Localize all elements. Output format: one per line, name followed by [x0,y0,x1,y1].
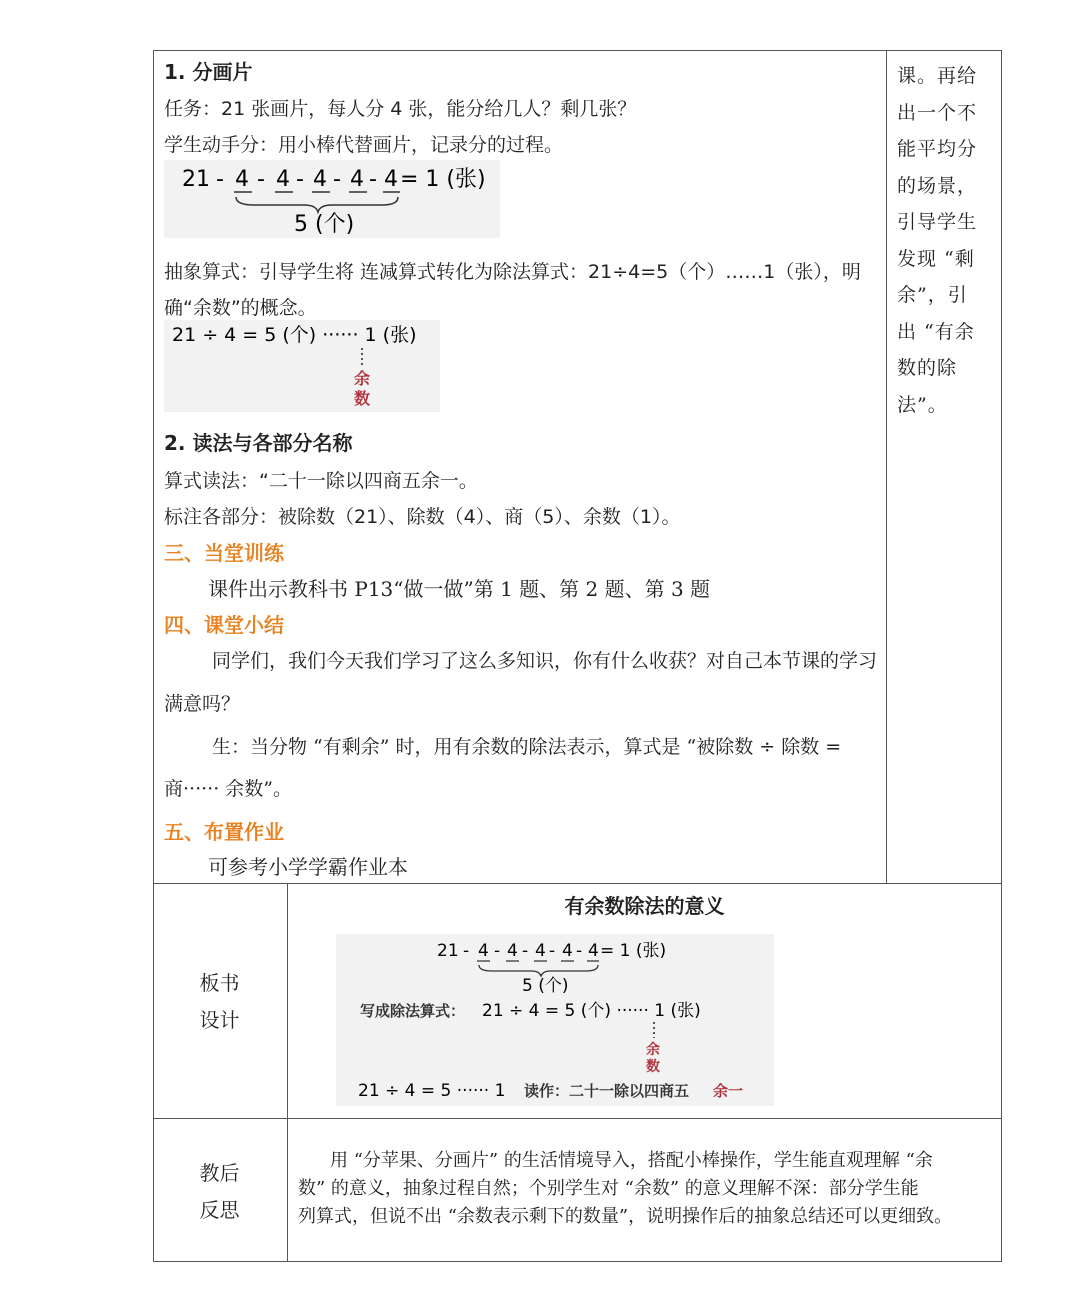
reflection-cell [288,1119,1001,1261]
board-reading-remainder: 余一 [713,1082,744,1100]
hands-on-text: 学生动手分：用小棒代替画片，记录分的过程。 [164,134,564,156]
board-four-4: 4 [562,941,573,961]
board-brace [479,965,598,976]
subtraction-figure [164,160,500,238]
fig2-yu: 余 [354,369,371,388]
fig1-minus-2: - [257,167,265,192]
side-note-line: 出一个不 [897,101,978,124]
reflection-line-1: 用 “分苹果、分画片” 的生活情境导入，搭配小棒操作，学生能直观理解 “余 [330,1150,933,1171]
division-figure-svg [164,320,440,412]
fig1-four-5: 4 [384,167,398,192]
summary-line-4: 商······ 余数”。 [164,778,292,800]
fig1-n21: 21 [182,167,210,192]
side-note-line: 数的除 [897,357,958,379]
side-note-line: 余”，引 [897,284,968,306]
board-title: 有余数除法的意义 [564,894,725,918]
board-four-1: 4 [478,941,489,961]
board-label-line-2: 设计 [199,1008,240,1032]
section-3-title: 三、当堂训练 [164,541,284,565]
board-four-2: 4 [507,941,518,961]
board-shu: 数 [646,1059,660,1075]
fig1-minus-5: - [369,167,377,192]
section-4-title: 四、课堂小结 [164,613,284,637]
reflection-label-line-1: 教后 [199,1161,240,1185]
side-note [897,58,997,423]
reading-text: 算式读法：“二十一除以四商五余一。 [164,470,478,492]
abstract-text-line-2: 确“余数”的概念。 [164,297,317,319]
table-border-left [153,50,154,1262]
board-minus-5: - [576,941,583,961]
fig1-minus-1: - [216,167,224,192]
fig1-minus-4: - [333,167,341,192]
reflection-line-2: 数” 的意义，抽象过程自然；个别学生对 “余数” 的意义理解不深：部分学生能 [298,1178,919,1199]
side-note-line: 出 “有余 [897,320,975,343]
board-n21: 21 [437,941,459,961]
side-note-line: 法”。 [897,393,948,416]
fig1-brace [236,197,398,212]
board-four-3: 4 [535,941,546,961]
board-figure-svg [336,934,774,1106]
summary-line-3: 生：当分物 “有剩余” 时，用有余数的除法表示，算式是 “被除数 ÷ 除数 = [212,736,842,758]
parts-text: 标注各部分：被除数（21）、除数（4）、商（5）、余数（1）。 [164,506,681,528]
fig1-equals: = 1 (张) [400,167,486,192]
homework-text: 可参考小学学霸作业本 [208,855,408,879]
subtraction-figure-svg [164,160,500,238]
abstract-text-line-1: 抽象算式：引导学生将 连减算式转化为除法算式：21÷4=5（个）……1（张），明 [164,261,861,283]
board-figure [336,934,774,1106]
fig1-four-2: 4 [276,167,290,192]
board-minus-4: - [549,941,556,961]
table-border-bottom [153,1261,1002,1262]
table-border-right [1001,50,1002,1262]
fig2-shu: 数 [354,389,371,408]
board-design-label [153,965,286,1039]
board-yu: 余 [646,1042,660,1058]
summary-line-2: 满意吗？ [164,693,241,715]
side-note-line: 发现 “剩 [897,247,975,270]
reflection-label-line-2: 反思 [199,1198,240,1222]
fig1-four-3: 4 [313,167,327,192]
board-minus-3: - [522,941,529,961]
section-1-title: 1. 分画片 [164,60,253,84]
section-2-title: 2. 读法与各部分名称 [164,431,353,455]
board-written-prefix: 写成除法算式： [360,1002,466,1020]
side-note-line: 课。再给 [897,65,978,87]
board-short-expression: 21 ÷ 4 = 5 ······ 1 [358,1081,506,1101]
board-design-cell [288,884,1001,1118]
lesson-plan-table [153,50,1002,1262]
side-note-line: 能平均分 [897,138,978,160]
board-minus-1: - [463,941,470,961]
board-division-expression: 21 ÷ 4 = 5 (个) ······ 1 (张) [482,1001,701,1021]
division-figure [164,320,440,412]
side-note-line: 引导学生 [897,211,978,233]
practice-text: 课件出示教科书 P13“做一做”第 1 题、第 2 题、第 3 题 [208,577,711,601]
main-content-cell [164,50,884,883]
board-four-5: 4 [588,941,599,961]
fig1-four-1: 4 [235,167,249,192]
side-note-line: 的场景， [897,174,978,197]
board-reading-prefix: 读作：二十一除以四商五 [524,1082,690,1100]
fig1-minus-3: - [296,167,304,192]
board-equals: = 1 (张) [600,941,667,961]
fig1-quotient: 5 (个) [294,212,355,237]
section-5-title: 五、布置作业 [164,820,284,844]
fig2-expression: 21 ÷ 4 = 5 (个) ······ 1 (张) [172,324,417,346]
board-minus-2: - [494,941,501,961]
reflection-label [153,1155,286,1229]
task-text: 任务：21 张画片，每人分 4 张，能分给几人？剩几张？ [164,98,637,120]
board-quotient: 5 (个) [522,976,569,996]
reflection-line-3: 列算式，但说不出 “余数表示剩下的数量”，说明操作后的抽象总结还可以更细致。 [298,1206,953,1227]
board-label-line-1: 板书 [199,971,240,995]
side-note-cell [887,50,1001,883]
fig1-four-4: 4 [350,167,364,192]
summary-line-1: 同学们，我们今天我们学习了这么多知识，你有什么收获？对自己本节课的学习 [212,650,878,672]
